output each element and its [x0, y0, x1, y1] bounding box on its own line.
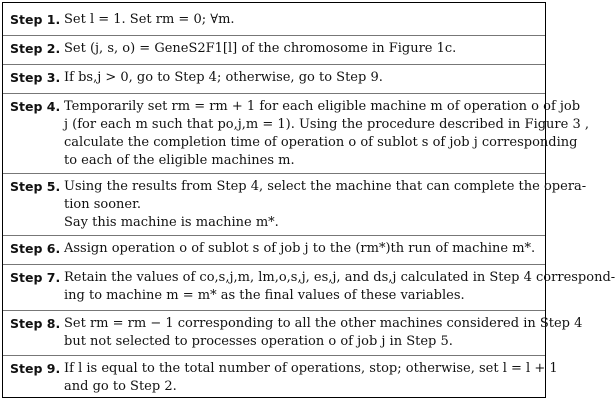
step-line: If bs,j > 0, go to Step 4; otherwise, go to Step 9.	[64, 70, 383, 85]
step-text	[64, 360, 558, 396]
step-divider	[3, 235, 545, 236]
step-label: Step 8.	[10, 316, 61, 331]
step-line: Retain the values of co,s,j,m, lm,o,s,j, es,j, and ds,j calculated in Step 4 correspond-	[64, 270, 615, 285]
step-text	[64, 98, 590, 170]
step-divider	[3, 173, 545, 174]
step-line: Using the results from Step 4, select the machine that can complete the opera-	[64, 179, 587, 194]
step-line: calculate the completion time of operation o of sublot s of job j corresponding	[64, 135, 578, 150]
step-line: but not selected to processes operation o of job j in Step 5.	[64, 334, 453, 349]
step-divider	[3, 310, 545, 311]
step-line: Set rm = rm − 1 corresponding to all the other machines considered in Step 4	[64, 316, 583, 331]
step-label: Step 9.	[10, 361, 61, 376]
step-text	[64, 11, 537, 29]
step-line: Set (j, s, o) = GeneS2F1[l] of the chromosome in Figure 1c.	[64, 41, 457, 56]
step-text	[64, 40, 537, 58]
step-divider	[3, 93, 545, 94]
step-line: to each of the eligible machines m.	[64, 153, 295, 168]
step-text	[64, 240, 537, 258]
step-label: Step 7.	[10, 270, 61, 285]
step-text	[64, 178, 587, 232]
step-label: Step 2.	[10, 41, 61, 56]
step-label: Step 6.	[10, 241, 61, 256]
step-divider	[3, 35, 545, 36]
step-line: Assign operation o of sublot s of job j to the (rm*)th run of machine m*.	[64, 241, 536, 256]
step-label: Step 1.	[10, 12, 61, 27]
step-label: Step 4.	[10, 99, 61, 114]
step-divider	[3, 355, 545, 356]
step-divider	[3, 264, 545, 265]
algorithm-box	[2, 2, 615, 398]
step-line: Temporarily set rm = rm + 1 for each eligible machine m of operation o of job	[64, 99, 581, 114]
step-text	[64, 315, 583, 351]
step-line: tion sooner.	[64, 197, 142, 212]
step-line: If l is equal to the total number of operations, stop; otherwise, set l = l + 1	[64, 361, 558, 376]
step-line: ing to machine m = m* as the final values of these variables.	[64, 288, 465, 303]
step-divider	[3, 64, 545, 65]
step-line: Set l = 1. Set rm = 0; ∀m.	[64, 12, 235, 27]
step-text	[64, 69, 537, 87]
step-label: Step 5.	[10, 179, 61, 194]
step-label: Step 3.	[10, 70, 61, 85]
step-line: Say this machine is machine m*.	[64, 215, 279, 230]
step-line: and go to Step 2.	[64, 379, 177, 394]
step-text	[64, 269, 615, 305]
step-line: j (for each m such that po,j,m = 1). Using the procedure described in Figure 3 ,	[64, 117, 590, 132]
